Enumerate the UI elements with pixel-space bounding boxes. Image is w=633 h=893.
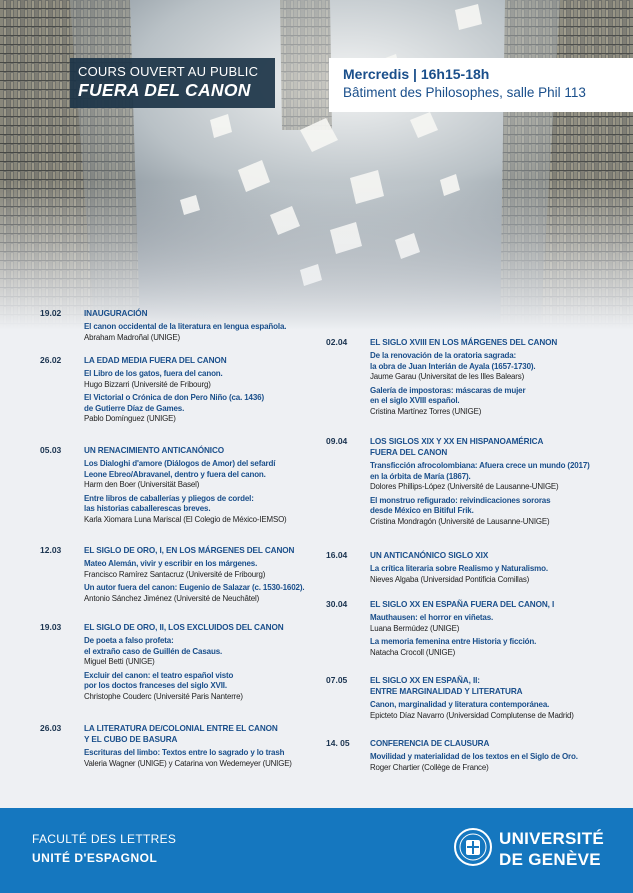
talk (84, 322, 310, 343)
session-body (370, 550, 626, 585)
session-date: 30.04 (326, 599, 348, 609)
talk-speaker: Francisco Ramírez Santacruz (Université de Fribourg) (84, 569, 266, 579)
hero-image (0, 0, 633, 330)
talk-speaker: Luana Bermúdez (UNIGE) (370, 623, 460, 633)
talk-speaker: Nieves Algaba (Universidad Pontificia Comillas) (370, 574, 530, 584)
talk (370, 752, 626, 773)
talk (84, 748, 310, 769)
university-name-line1: UNIVERSITÉ (499, 829, 605, 848)
session-date: 07.05 (326, 675, 348, 685)
talk-title: La crítica literaria sobre Realismo y Naturalismo. (370, 564, 548, 573)
session-date: 19.02 (40, 308, 62, 318)
program (0, 300, 633, 808)
session-title: UN RENACIMIENTO ANTICANÓNICO (84, 446, 225, 455)
talk-title: Escrituras del limbo: Textos entre lo sagrado y lo trash (84, 748, 285, 757)
unit-name: UNITÉ D'ESPAGNOL (32, 851, 158, 865)
talk-title: El Libro de los gatos, fuera del canon. (84, 369, 223, 378)
session-body (84, 445, 310, 525)
talk-speaker: Hugo Bizzarri (Université de Fribourg) (84, 379, 211, 389)
talk (370, 564, 626, 585)
session-body (370, 675, 626, 721)
talk-speaker: Pablo Domínguez (UNIGE) (84, 414, 176, 423)
session-body (84, 545, 310, 604)
talk (370, 461, 626, 493)
talk-title: Mateo Alemán, vivir y escribir en los márgenes. (84, 559, 258, 568)
location-text: Bâtiment des Philosophes, salle Phil 113 (343, 85, 586, 100)
session-body (84, 723, 310, 769)
session-date: 05.03 (40, 445, 62, 455)
talk-title: Galería de impostoras: máscaras de mujer en el siglo XVIII español. (370, 385, 526, 405)
talk (84, 559, 310, 580)
talk (370, 351, 626, 383)
session-title: EL SIGLO XX EN ESPAÑA, II: ENTRE MARGINALIDAD Y LITERATURA (370, 676, 523, 696)
session-date: 16.04 (326, 550, 348, 560)
session-date: 26.03 (40, 723, 62, 733)
talk-title: El Victorial o Crónica de don Pero Niño (ca. 1436) de Gutierre Díaz de Games. (84, 393, 264, 413)
talk (84, 636, 310, 668)
talk-speaker: Cristina Mondragón (Université de Lausanne-UNIGE) (370, 516, 550, 526)
talk (370, 637, 626, 658)
talk-title: Movilidad y materialidad de los textos en el Siglo de Oro. (370, 752, 578, 761)
talk-title: Entre libros de caballerías y pliegos de cordel: las historias caballerescas breves. (84, 493, 254, 513)
talk (84, 583, 310, 604)
session-date: 14. 05 (326, 738, 350, 748)
talk-speaker: Dolores Phillips-López (Université de Lausanne-UNIGE) (370, 482, 559, 491)
talk-title: Mauthausen: el horror en viñetas. (370, 613, 494, 622)
talk (84, 494, 310, 526)
session-title: LA LITERATURA DE/COLONIAL ENTRE EL CANON Y EL CUBO DE BASURA (84, 724, 278, 744)
talk-speaker: Valeria Wagner (UNIGE) y Catarina von Wedemeyer (UNIGE) (84, 758, 292, 768)
talk-title: El monstruo refigurado: reivindicaciones sororas desde México en Bitiful Frik. (370, 495, 551, 515)
talk-speaker: Harm den Boer (Universität Basel) (84, 480, 200, 489)
talk-speaker: Miguel Betti (UNIGE) (84, 657, 155, 666)
session-date: 09.04 (326, 436, 348, 446)
session-date: 26.02 (40, 355, 62, 365)
talk-speaker: Christophe Couderc (Université Paris Nanterre) (84, 691, 243, 701)
session-title: INAUGURACIÓN (84, 309, 148, 318)
talk-title: Los Dialoghi d'amore (Diálogos de Amor) del sefardí Leone Ebreo/Abravanel, dentro y fuera del canon. (84, 459, 276, 479)
session-body (370, 436, 626, 527)
session-date: 02.04 (326, 337, 348, 347)
footer (0, 808, 633, 893)
schedule-text: Mercredis | 16h15-18h (343, 66, 490, 82)
talk-speaker: Antonio Sánchez Jiménez (Université de Neuchâtel) (84, 593, 260, 603)
session-title: LOS SIGLOS XIX Y XX EN HISPANOAMÉRICA FUERA DEL CANON (370, 437, 544, 457)
university-name-line2: DE GENÈVE (499, 850, 601, 869)
talk (370, 496, 626, 528)
session-body (84, 622, 310, 702)
talk (84, 671, 310, 703)
schedule-box (329, 58, 633, 112)
talk-speaker: Jaume Garau (Universitat de les Illes Balears) (370, 372, 525, 381)
session-title: UN ANTICANÓNICO SIGLO XIX (370, 551, 489, 560)
course-title-box (70, 58, 275, 108)
talk-speaker: Cristina Martínez Torres (UNIGE) (370, 406, 482, 416)
session-body (84, 355, 310, 425)
talk-speaker: Natacha Crocoll (UNIGE) (370, 647, 456, 657)
session-body (84, 308, 310, 343)
talk-title: La memoria femenina entre Historia y ficción. (370, 637, 537, 646)
talk-title: Canon, marginalidad y literatura contemporánea. (370, 700, 550, 709)
course-label: COURS OUVERT AU PUBLIC (78, 64, 259, 79)
session-body (370, 599, 626, 658)
talk (84, 393, 310, 425)
session-title: EL SIGLO XX EN ESPAÑA FUERA DEL CANON, I (370, 600, 555, 609)
talk-title: Un autor fuera del canon: Eugenio de Salazar (c. 1530-1602). (84, 583, 305, 592)
talk-speaker: Karla Xiomara Luna Mariscal (El Colegio de México-IEMSO) (84, 514, 287, 524)
course-title: FUERA DEL CANON (78, 80, 251, 100)
talk (84, 369, 310, 390)
talk-title: El canon occidental de la literatura en lengua española. (84, 322, 287, 331)
talk-speaker: Epicteto Díaz Navarro (Universidad Complutense de Madrid) (370, 710, 574, 720)
session-body (370, 337, 626, 417)
talk (84, 459, 310, 491)
session-title: EL SIGLO DE ORO, II, LOS EXCLUIDOS DEL CANON (84, 623, 284, 632)
talk-title: Excluir del canon: el teatro español visto por los doctos franceses del siglo XVII. (84, 670, 234, 690)
session-date: 19.03 (40, 622, 62, 632)
talk (370, 613, 626, 634)
talk (370, 700, 626, 721)
talk-title: De la renovación de la oratoria sagrada: la obra de Juan Interián de Ayala (1657-1730). (370, 351, 536, 371)
talk-title: De poeta a falso profeta: el extraño caso de Guillén de Casaus. (84, 636, 223, 656)
session-title: LA EDAD MEDIA FUERA DEL CANON (84, 356, 227, 365)
talk-speaker: Roger Chartier (Collège de France) (370, 762, 489, 772)
talk-speaker: Abraham Madroñal (UNIGE) (84, 332, 180, 342)
unige-seal-icon (454, 828, 492, 866)
session-date: 12.03 (40, 545, 62, 555)
talk-title: Transficción afrocolombiana: Afuera crece un mundo (2017) en la órbita de María (1867). (370, 461, 590, 481)
session-title: CONFERENCIA DE CLAUSURA (370, 739, 490, 748)
session-body (370, 738, 626, 773)
session-title: EL SIGLO XVIII EN LOS MÁRGENES DEL CANON (370, 338, 558, 347)
talk (370, 386, 626, 418)
session-title: EL SIGLO DE ORO, I, EN LOS MÁRGENES DEL CANON (84, 546, 295, 555)
faculty-name: FACULTÉ DES LETTRES (32, 832, 177, 846)
library-books-illustration (0, 0, 633, 330)
